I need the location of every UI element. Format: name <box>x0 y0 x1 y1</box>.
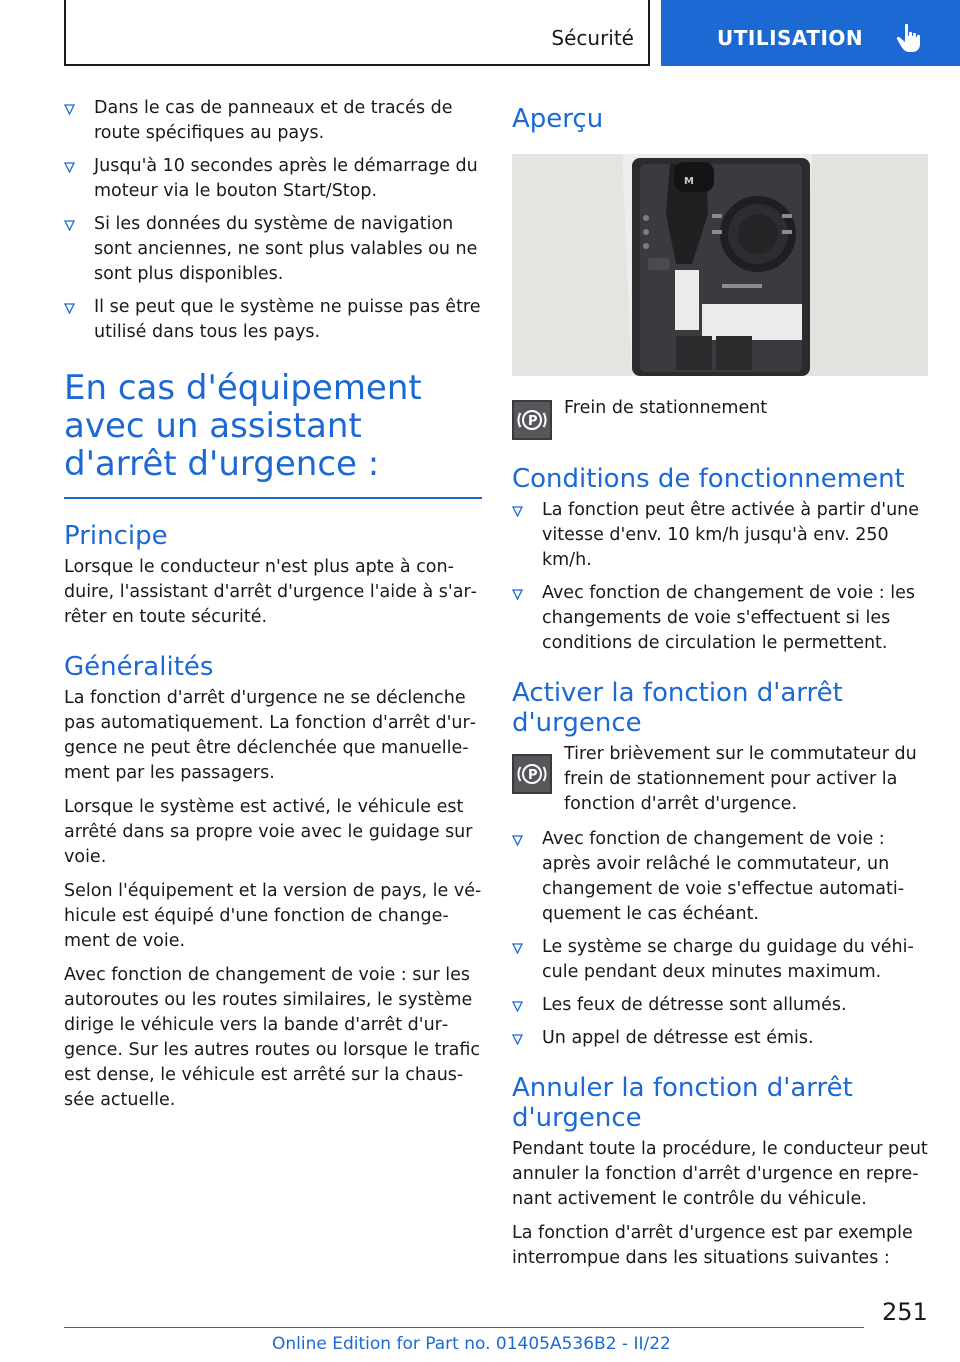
chapter-tab[interactable] <box>661 0 960 66</box>
apercu-heading: Aperçu <box>512 104 604 134</box>
annuler-paragraph: La fonction d'arrêt d'urgence est par exemple interrompue dans les situations suivantes : <box>512 1223 913 1268</box>
triangle-bullet-icon <box>64 162 75 173</box>
principe-heading: Principe <box>64 520 168 551</box>
header-section-box <box>64 0 650 66</box>
annuler-heading: Annuler la fonction d'arrêt d'urgence <box>512 1073 853 1133</box>
left-column <box>64 96 482 1122</box>
activer-bullets <box>512 827 930 1051</box>
list-item: Les feux de détresse sont allumés. <box>512 993 930 1018</box>
frein-row <box>512 396 930 442</box>
parking-brake-icon <box>512 400 552 440</box>
activer-row <box>512 742 930 817</box>
annuler-paragraph: Pendant toute la procédure, le conducteur peut annuler la fonction d'arrêt d'urgence en reprenant activement le contrôle du véhicule. <box>512 1139 928 1209</box>
generalites-paragraph: Avec fonction de changement de voie : sur les autoroutes ou les routes similaires, le système dirige le véhicule vers la bande d'arrêt d'urgence. Sur les autres routes ou lorsque le trafic est dense, le véhicule est arrêté sur la chaussée actuelle. <box>64 964 480 1110</box>
page-number: 251 <box>882 1298 928 1326</box>
principe-text: Lorsque le conducteur n'est plus apte à conduire, l'assistant d'arrêt d'urgence l'aide à s'arrêter en toute sécurité. <box>64 556 477 627</box>
triangle-bullet-icon <box>512 1034 523 1045</box>
generalites-paragraph: Lorsque le système est activé, le véhicule est arrêté dans sa propre voie avec le guidage sur voie. <box>64 796 473 867</box>
generalites-paragraph: Selon l'équipement et la version de pays, le véhicule est équipé d'une fonction de changement de voie. <box>64 880 482 951</box>
list-item: Avec fonction de changement de voie : après avoir relâché le commutateur, un changement de voie s'effectue automatiquement le cas échéant. <box>512 827 930 927</box>
list-item: Jusqu'à 10 secondes après le démarrage du moteur via le bouton Start/Stop. <box>64 154 482 204</box>
frein-label: Frein de stationnement <box>564 398 768 418</box>
triangle-bullet-icon <box>64 104 75 115</box>
svg-text:P: P <box>528 768 538 783</box>
triangle-bullet-icon <box>64 220 75 231</box>
triangle-bullet-icon <box>512 943 523 954</box>
triangle-bullet-icon <box>64 303 75 314</box>
triangle-bullet-icon <box>512 1001 523 1012</box>
parking-brake-icon <box>512 754 552 794</box>
center-console-illustration <box>512 154 928 376</box>
conditions-heading: Conditions de fonctionnement <box>512 464 905 494</box>
chapter-tab-label: UTILISATION <box>717 26 864 50</box>
conditions-bullets <box>512 498 930 656</box>
list-item: Si les données du système de navigation sont anciennes, ne sont plus valables ou ne sont plus disponibles. <box>64 212 482 287</box>
triangle-bullet-icon <box>512 506 523 517</box>
triangle-bullet-icon <box>512 835 523 846</box>
generalites-heading: Généralités <box>64 651 214 682</box>
svg-text:M: M <box>684 176 694 187</box>
edition-footer: Online Edition for Part no. 01405A536B2 - II/22 <box>272 1334 671 1354</box>
center-console-photo <box>512 154 928 376</box>
list-item: Un appel de détresse est émis. <box>512 1026 930 1051</box>
generalites-paragraph: La fonction d'arrêt d'urgence ne se déclenche pas automatiquement. La fonction d'arrêt d'urgence ne peut être déclenchée que manuellement par les passagers. <box>64 687 477 783</box>
country-bullets <box>64 96 482 345</box>
section-heading: En cas d'équipement avec un assistant d'arrêt d'urgence : <box>64 368 422 484</box>
footer-divider <box>64 1327 864 1328</box>
list-item: Il se peut que le système ne puisse pas être utilisé dans tous les pays. <box>64 295 482 345</box>
list-item: La fonction peut être activée à partir d'une vitesse d'env. 10 km/h jusqu'à env. 250 km/h. <box>512 498 930 573</box>
list-item: Dans le cas de panneaux et de tracés de route spécifiques au pays. <box>64 96 482 146</box>
activer-text: Tirer brièvement sur le commutateur du frein de stationnement pour activer la fonction d'arrêt d'urgence. <box>564 744 917 814</box>
heading-divider <box>64 497 482 499</box>
triangle-bullet-icon <box>512 589 523 600</box>
hand-pointer-icon <box>895 22 925 54</box>
list-item: Avec fonction de changement de voie : les changements de voie s'effectuent si les conditions de circulation le permettent. <box>512 581 930 656</box>
right-column <box>512 96 930 1280</box>
section-title: Sécurité <box>551 26 634 50</box>
activer-heading: Activer la fonction d'arrêt d'urgence <box>512 678 843 738</box>
svg-text:P: P <box>528 414 538 429</box>
list-item: Le système se charge du guidage du véhicule pendant deux minutes maximum. <box>512 935 930 985</box>
